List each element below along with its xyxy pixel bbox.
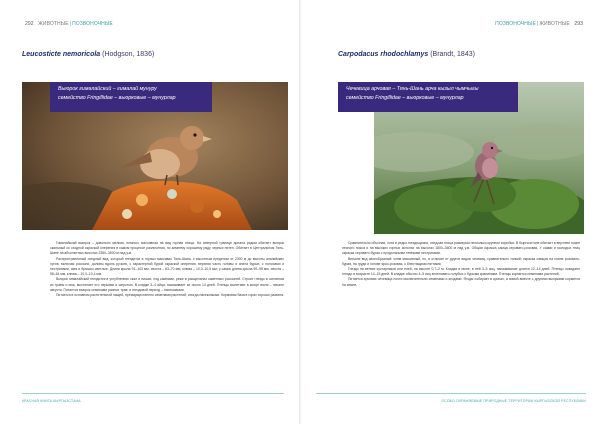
right-caption-line-1: Чечевица арчовая – Тянь-Шань арча кызыл чымчыгы xyxy=(346,86,479,92)
right-paragraph: Внешне вид своеобразный: клюв массивный, но, в отличие от других видов чечевиц, сравнительно тонкий; окраска самцов на спине розовато-бурая, на груди и голове ярко-розовая, с блестящими пятнами. xyxy=(342,256,580,266)
right-footer: ОСОБО ОХРАНЯЕМЫЕ ПРИРОДНЫЕ ТЕРРИТОРИИ КЫРГЫЗСКОЙ РЕСПУБЛИКИ xyxy=(441,399,586,403)
left-body-text xyxy=(50,241,284,298)
right-page xyxy=(300,0,600,424)
left-paragraph: Питается в основном растительной пищей, преимущественно семенами растений, иногда насекомыми. Кормовая база в горах хорошо развита. xyxy=(56,293,284,298)
left-footer-rule xyxy=(22,393,284,394)
right-paragraph: Гнездо на ветвях кустарников или елей, на высоте 0,7–2 м. Кладка в июне, в ней 3–5 яиц, насиживание длится 12–14 дней. Птенцы покидают гнездо в возрасте 14–15 дней. В кладке обычно 4–5 яиц зеленовато-голубых с бурыми крапинами. Птенцы кормятся семенами растений. xyxy=(342,267,580,277)
right-paragraph: Питается арчовая чечевица почти исключительно семенами и ягодами. Ягоды собирает в кронах, а зимой вместе с другими вьюрками кормится на земле. xyxy=(342,277,580,287)
left-species-latin: Leucosticte nemoricola xyxy=(22,51,101,58)
left-running-header: 292 ЖИВОТНЫЕ|ПОЗВОНОЧНЫЕ xyxy=(25,21,113,27)
left-paragraph: Гималайский выюрок – довольно мелкая, немного массивная на вид горная птица. На северной границе ареала рядом обитает вьюрок скальный со сходной окраской оперения в самом процессе различения, по зимнему хорошему ряду черных пятен. Обитает в Центральном Тянь-Шане на абсолютных высотах 2350–3500 м над у.м. xyxy=(50,241,284,256)
right-body-text xyxy=(342,241,580,288)
left-species-author: (Hodgson, 1836) xyxy=(100,51,155,58)
left-header-section: ЖИВОТНЫЕ xyxy=(38,21,69,27)
right-footer-rule xyxy=(316,393,586,394)
left-caption-line-2: семейство Fringillidae – вьюрковые – мунурлар xyxy=(58,94,176,101)
right-species-title xyxy=(338,51,475,58)
right-species-author: (Brandt, 1843) xyxy=(428,51,475,58)
left-caption-box xyxy=(50,82,212,112)
left-paragraph: Распространенный оседлый вид, который гнездится в горных массивах Тянь-Шаня, с высотным пределом от 2300 м до высоты альпийских лугов, включая россыпи, долины вдоль ручьев, с характерной бурой окраской оперения, верхняя часть головы и спина бурые, с полосами и пестринами, шея и брюшко светлые. Длина крыла 91–103 мм, хвоста – 63–70 мм, клюва – 10,0–10,5 мм; у самок длина крыла 90–98 мм, хвоста – 58–64 мм, клюва – 10,0–10,4 мм. xyxy=(50,256,284,277)
left-species-title xyxy=(22,51,154,58)
left-page-number: 292 xyxy=(25,21,34,27)
right-header-subsection: ЖИВОТНЫЕ xyxy=(539,21,570,27)
left-paragraph: Вьюрок гималайский гнездится в углублениях скал и нишах, под камнями, реже в расщелинах каменных россыпей. Строит гнездо в основном из травы и мха, выстилает его перьями и шерстью. В кладке 3–4 яйца, насиживает их около 14 дней. Птенцы вылетают в конце июля – начале августа. Питается вьюрок семенами разных трав, в гнездовой период – насекомыми. xyxy=(50,277,284,292)
right-header-section: ПОЗВОНОЧНЫЕ xyxy=(495,21,536,27)
right-caption-box xyxy=(338,82,518,112)
right-species-latin: Carpodacus rhodochlamys xyxy=(338,51,429,58)
right-caption-line-2: семейство Fringillidae – вьюрковые – мунурлар xyxy=(346,94,464,101)
left-caption-line-1: Выюрок гималайский – гималай мунуру xyxy=(58,86,157,92)
right-paragraph: Сравнительно обычная, хотя и редко гнездящаяся, оседлая птица размером несколько крупнее воробья. В Кыргызстане обитает в верхнем поясе лесного пояса и на высоких горных склонах на высотах 1800–3600 м над у.м. Общая окраска самца серовато-розовая. У самки и молодых птиц окраска серовато-бурая с продольными темными пестринами. xyxy=(342,241,580,256)
right-running-header: ПОЗВОНОЧНЫЕ|ЖИВОТНЫЕ 293 xyxy=(495,21,583,27)
left-header-subsection: ПОЗВОНОЧНЫЕ xyxy=(72,21,113,27)
right-page-number: 293 xyxy=(574,21,583,27)
left-footer: КРАСНАЯ КНИГА КЫРГЫЗСТАНА xyxy=(22,399,81,403)
